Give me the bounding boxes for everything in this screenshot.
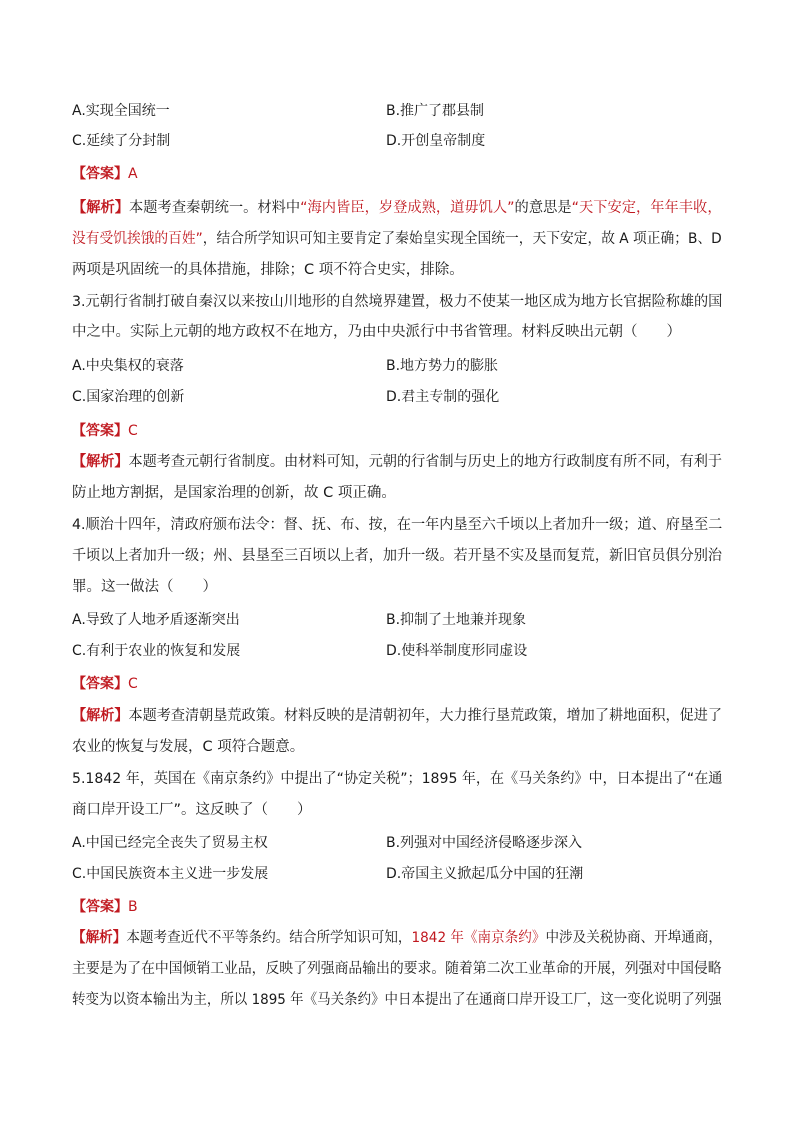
q5-analysis-line-3: 转变为以资本输出为主，所以 1895 年《马关条约》中日本提出了在通商口岸开设工厂，这一变化说明了列强 [72, 992, 722, 1008]
analysis-text: 本题考查秦朝统一。材料中 [129, 200, 301, 216]
q3-option-b: B.地方势力的膨胀 [386, 358, 499, 374]
analysis-quote: 没有受饥挨饿的百姓” [72, 231, 203, 247]
analysis-tag: 【解析】 [72, 200, 130, 216]
analysis-tag: 【解析】 [72, 708, 129, 724]
q4-option-a: A.导致了人地矛盾逐渐突出 [72, 612, 240, 628]
q5-option-a: A.中国已经完全丧失了贸易主权 [72, 835, 268, 851]
answer-value: C [128, 423, 138, 439]
analysis-tag: 【解析】 [72, 454, 129, 470]
q5-answer [72, 897, 138, 917]
q2-option-c: C.延续了分封制 [72, 133, 171, 149]
analysis-text: 本题考查近代不平等条约。结合所学知识可知， [126, 930, 412, 946]
q3-analysis-line-1 [72, 452, 722, 472]
analysis-text: 本题考查元朝行省制度。由材料可知，元朝的行省制与历史上的地方行政制度有所不同，有利于 [128, 454, 722, 470]
q4-analysis-line-1 [72, 706, 722, 726]
q4-option-c: C.有利于农业的恢复和发展 [72, 643, 241, 659]
q4-stem-line-3: 罪。这一做法（ ） [72, 579, 217, 595]
q4-stem-line-1: 4.顺治十四年，清政府颁布法令：督、抚、布、按，在一年内垦至六千顷以上者加升一级；道、府垦至二 [72, 517, 723, 533]
q5-option-d: D.帝国主义掀起瓜分中国的狂潮 [386, 866, 584, 882]
answer-tag: 【答案】 [72, 899, 128, 915]
q5-analysis-line-1 [72, 928, 722, 948]
q3-option-a: A.中央集权的衰落 [72, 358, 184, 374]
analysis-quote: “天下安定，年年丰收， [571, 200, 722, 216]
q2-analysis-line-1 [72, 198, 722, 218]
q3-analysis-line-2: 防止地方割据，是国家治理的创新，故 C 项正确。 [72, 485, 396, 501]
q5-option-c: C.中国民族资本主义进一步发展 [72, 866, 269, 882]
answer-value: C [128, 676, 138, 692]
q2-option-a: A.实现全国统一 [72, 103, 170, 119]
q5-stem-line-1: 5.1842 年，英国在《南京条约》中提出了“协定关税”；1895 年，在《马关条约》中，日本提出了“在通 [72, 771, 723, 787]
q2-analysis-line-3: 两项是巩固统一的具体措施，排除；C 项不符合史实，排除。 [72, 262, 464, 278]
answer-tag: 【答案】 [72, 423, 128, 439]
analysis-quote: “海内皆臣，岁登成熟，道毋饥人” [300, 200, 515, 216]
q3-stem-line-2: 中之中。实际上元朝的地方政权不在地方，乃由中央派行中书省管理。材料反映出元朝（ ） [72, 324, 681, 340]
q2-option-d: D.开创皇帝制度 [386, 133, 486, 149]
q2-answer [72, 164, 138, 184]
q5-analysis-line-2: 主要是为了在中国倾销工业品，反映了列强商品输出的要求。随着第二次工业革命的开展，列强对中国侵略 [72, 961, 722, 977]
analysis-tag: 【解析】 [72, 930, 127, 946]
answer-value: B [128, 899, 138, 915]
q3-stem-line-1: 3.元朝行省制打破自秦汉以来按山川地形的自然境界建置，极力不使某一地区成为地方长官据险称雄的国 [72, 294, 723, 310]
q4-option-b: B.抑制了土地兼并现象 [386, 612, 527, 628]
q2-analysis-line-2 [72, 229, 722, 249]
q3-option-d: D.君主专制的强化 [386, 389, 500, 405]
q4-answer [72, 674, 138, 694]
q4-analysis-line-2: 农业的恢复与发展，C 项符合题意。 [72, 739, 305, 755]
q4-stem-line-2: 千顷以上者加升一级；州、县垦至三百顷以上者，加升一级。若开垦不实及垦而复荒，新旧官员俱分别治 [72, 548, 722, 564]
answer-value: A [128, 166, 138, 182]
q3-answer [72, 421, 138, 441]
analysis-text: 中涉及关税协商、开埠通商， [545, 930, 723, 946]
analysis-text: 的意思是 [514, 200, 572, 216]
q5-option-b: B.列强对中国经济侵略逐步深入 [386, 835, 583, 851]
q2-option-b: B.推广了郡县制 [386, 103, 485, 119]
q3-option-c: C.国家治理的创新 [72, 389, 185, 405]
answer-tag: 【答案】 [72, 166, 128, 182]
q5-stem-line-2: 商口岸开设工厂”。这反映了（ ） [72, 802, 312, 818]
analysis-text: ，结合所学知识可知主要肯定了秦始皇实现全国统一，天下安定，故 A 项正确；B、D [202, 231, 722, 247]
analysis-text: 本题考查清朝垦荒政策。材料反映的是清朝初年，大力推行垦荒政策，增加了耕地面积，促进了 [128, 708, 722, 724]
answer-tag: 【答案】 [72, 676, 128, 692]
q4-option-d: D.使科举制度形同虚设 [386, 643, 528, 659]
analysis-highlight: 1842 年《南京条约》 [411, 930, 546, 946]
